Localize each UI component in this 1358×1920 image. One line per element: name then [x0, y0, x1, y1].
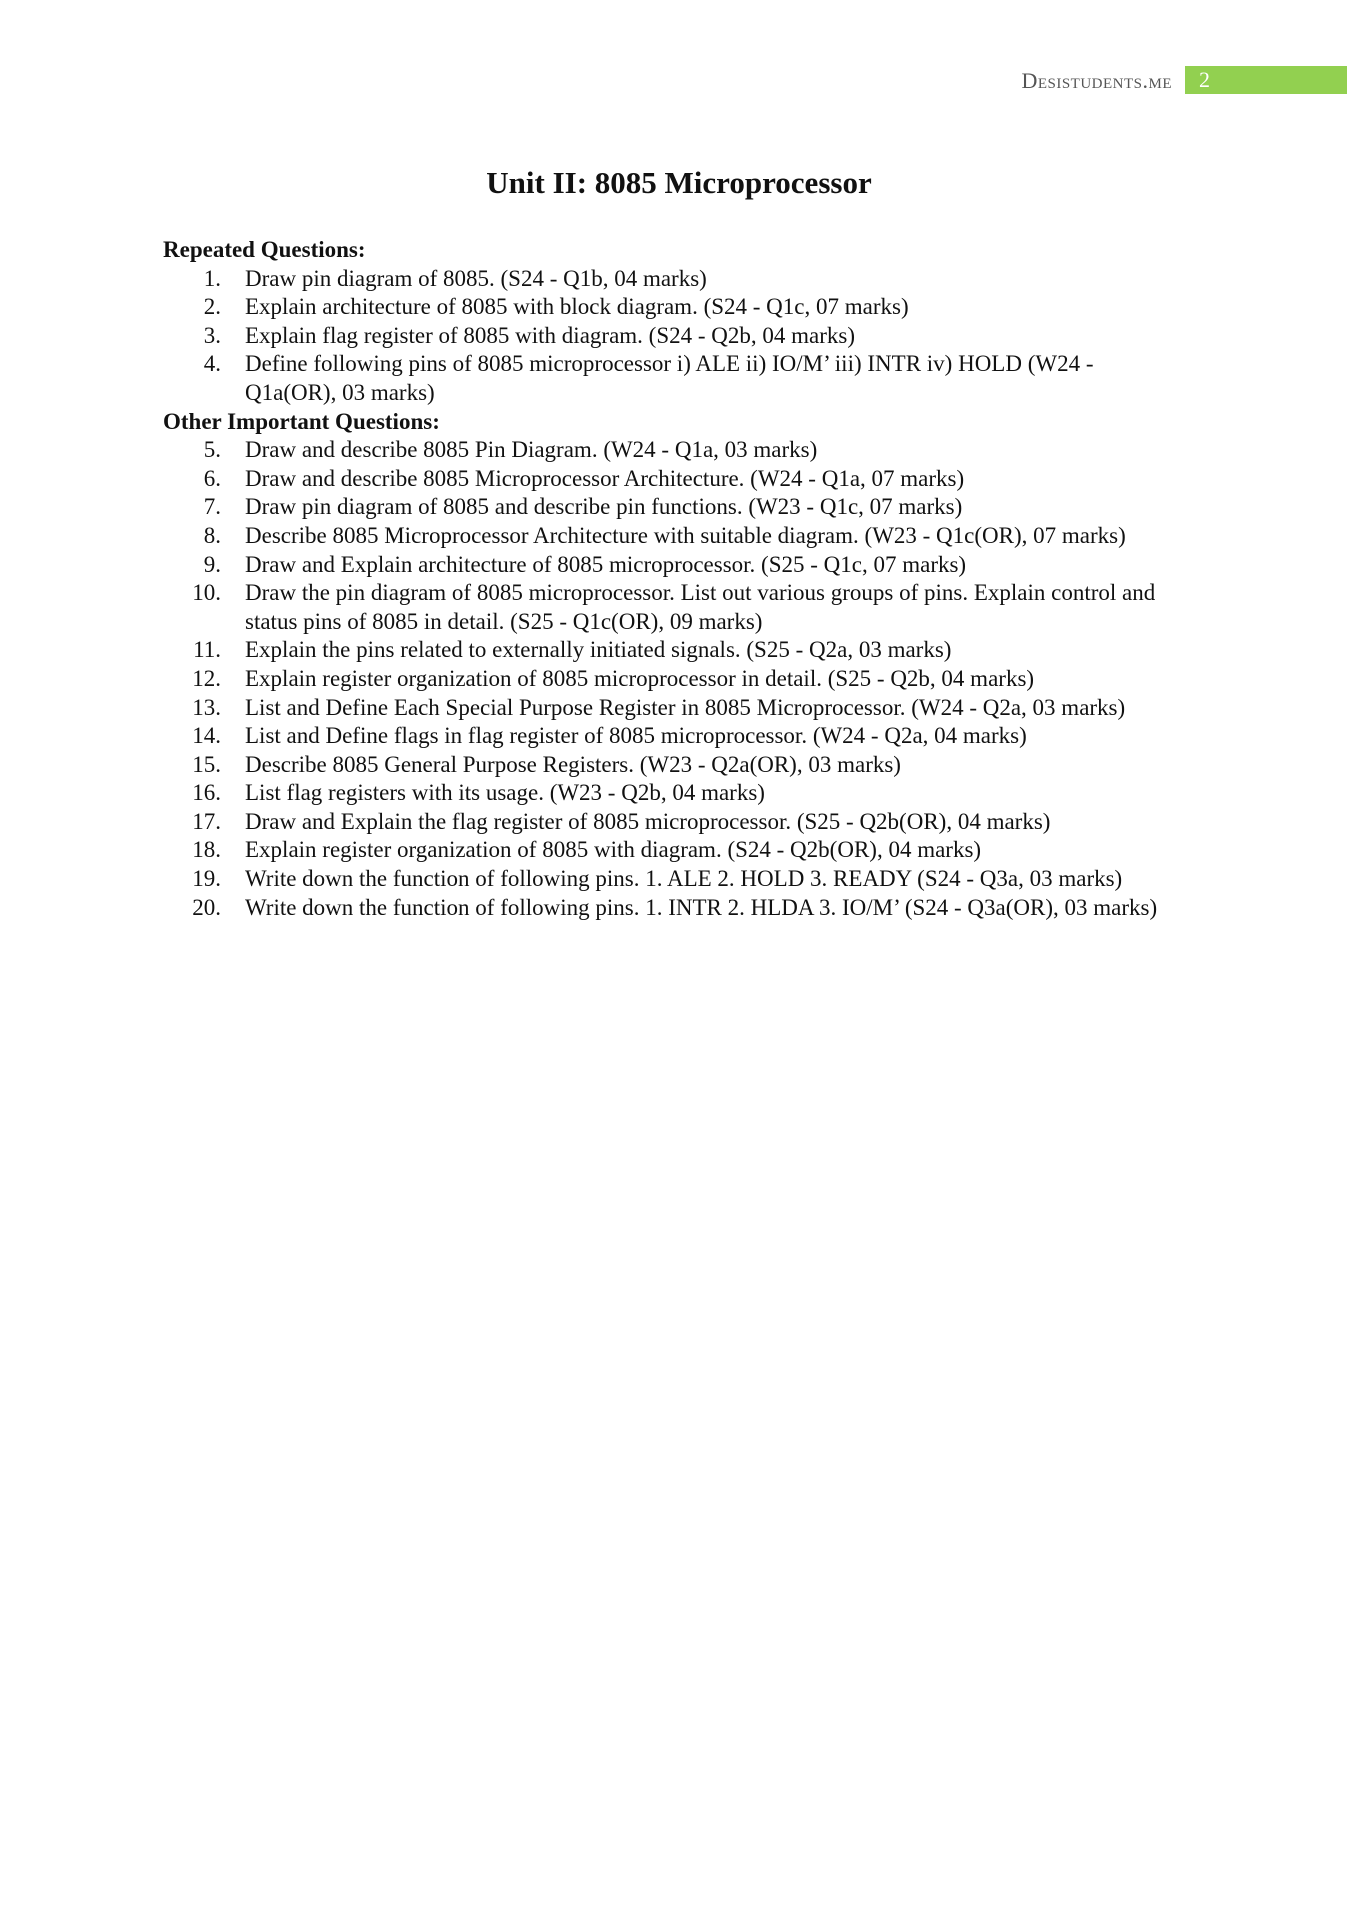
- list-item: [163, 808, 1173, 837]
- item-number: 6.: [203, 465, 221, 491]
- item-number: 15.: [192, 751, 221, 777]
- item-number: 2.: [203, 294, 221, 320]
- item-text: Explain register organization of 8085 with diagram. (S24 - Q2b(OR), 04 marks): [245, 837, 982, 863]
- list-item: [163, 350, 1173, 407]
- list-item: [163, 579, 1173, 636]
- item-number: 4.: [203, 351, 221, 377]
- list-item: [163, 694, 1173, 723]
- page-title: Unit II: 8085 Microprocessor: [486, 165, 872, 200]
- item-text: Describe 8085 Microprocessor Architecture with suitable diagram. (W23 - Q1c(OR), 07 marks): [245, 522, 1126, 548]
- list-item: [163, 551, 1173, 580]
- item-text: Explain architecture of 8085 with block diagram. (S24 - Q1c, 07 marks): [245, 294, 909, 320]
- list-item: [163, 779, 1173, 808]
- item-number: 20.: [192, 894, 221, 920]
- item-text: Explain the pins related to externally initiated signals. (S25 - Q2a, 03 marks): [245, 637, 952, 663]
- item-number: 19.: [192, 866, 221, 892]
- item-number: 1.: [203, 265, 221, 291]
- item-text: List and Define flags in flag register of 8085 microprocessor. (W24 - Q2a, 04 marks): [245, 723, 1027, 749]
- item-number: 5.: [203, 437, 221, 463]
- list-item: [163, 493, 1173, 522]
- list-item: [163, 522, 1173, 551]
- list-item: [163, 722, 1173, 751]
- item-text: Draw pin diagram of 8085. (S24 - Q1b, 04 marks): [245, 265, 707, 291]
- repeated-questions-list: [163, 265, 1173, 408]
- item-text: Draw the pin diagram of 8085 microprocessor. List out various groups of pins. Explain control and status pins of 8085 in detail. (S25 - Q1c(OR), 09 marks): [245, 580, 1156, 634]
- item-text: Draw and describe 8085 Microprocessor Architecture. (W24 - Q1a, 07 marks): [245, 465, 965, 491]
- item-text: Describe 8085 General Purpose Registers. (W23 - Q2a(OR), 03 marks): [245, 751, 901, 777]
- list-item: [163, 436, 1173, 465]
- list-item: [163, 636, 1173, 665]
- list-item: [163, 894, 1173, 923]
- list-item: [163, 836, 1173, 865]
- item-text: Explain register organization of 8085 microprocessor in detail. (S25 - Q2b, 04 marks): [245, 665, 1035, 691]
- item-number: 12.: [192, 665, 221, 691]
- item-text: Define following pins of 8085 microprocessor i) ALE ii) IO/M’ iii) INTR iv) HOLD (W24 - Q1a(OR), 03 marks): [245, 351, 1094, 405]
- item-number: 3.: [203, 322, 221, 348]
- item-number: 11.: [193, 637, 221, 663]
- page-number: 2: [1199, 67, 1210, 92]
- item-number: 13.: [192, 694, 221, 720]
- item-number: 7.: [203, 494, 221, 520]
- item-text: Draw and Explain architecture of 8085 microprocessor. (S25 - Q1c, 07 marks): [245, 551, 967, 577]
- item-number: 9.: [203, 551, 221, 577]
- site-name: Desistudents.me: [1021, 68, 1172, 93]
- other-questions-list: [163, 436, 1173, 922]
- item-text: List and Define Each Special Purpose Register in 8085 Microprocessor. (W24 - Q2a, 03 marks): [245, 694, 1126, 720]
- page-number-badge: [1185, 66, 1347, 94]
- question-content: [163, 236, 1173, 922]
- item-text: Draw and describe 8085 Pin Diagram. (W24 - Q1a, 03 marks): [245, 437, 818, 463]
- item-text: Write down the function of following pins. 1. INTR 2. HLDA 3. IO/M’ (S24 - Q3a(OR), 03 marks): [245, 894, 1158, 920]
- item-text: Write down the function of following pins. 1. ALE 2. HOLD 3. READY (S24 - Q3a, 03 marks): [245, 866, 1123, 892]
- section-heading-repeated: Repeated Questions:: [163, 237, 366, 262]
- item-text: Draw and Explain the flag register of 8085 microprocessor. (S25 - Q2b(OR), 04 marks): [245, 808, 1051, 834]
- list-item: [163, 465, 1173, 494]
- list-item: [163, 293, 1173, 322]
- item-number: 14.: [192, 723, 221, 749]
- item-text: List flag registers with its usage. (W23 - Q2b, 04 marks): [245, 780, 765, 806]
- item-number: 18.: [192, 837, 221, 863]
- item-text: Explain flag register of 8085 with diagram. (S24 - Q2b, 04 marks): [245, 322, 856, 348]
- item-number: 17.: [192, 808, 221, 834]
- item-number: 16.: [192, 780, 221, 806]
- list-item: [163, 265, 1173, 294]
- list-item: [163, 322, 1173, 351]
- item-text: Draw pin diagram of 8085 and describe pin functions. (W23 - Q1c, 07 marks): [245, 494, 963, 520]
- list-item: [163, 751, 1173, 780]
- list-item: [163, 665, 1173, 694]
- page-header: [0, 64, 1358, 96]
- item-number: 10.: [192, 580, 221, 606]
- list-item: [163, 865, 1173, 894]
- section-heading-other: Other Important Questions:: [163, 408, 440, 434]
- item-number: 8.: [203, 522, 221, 548]
